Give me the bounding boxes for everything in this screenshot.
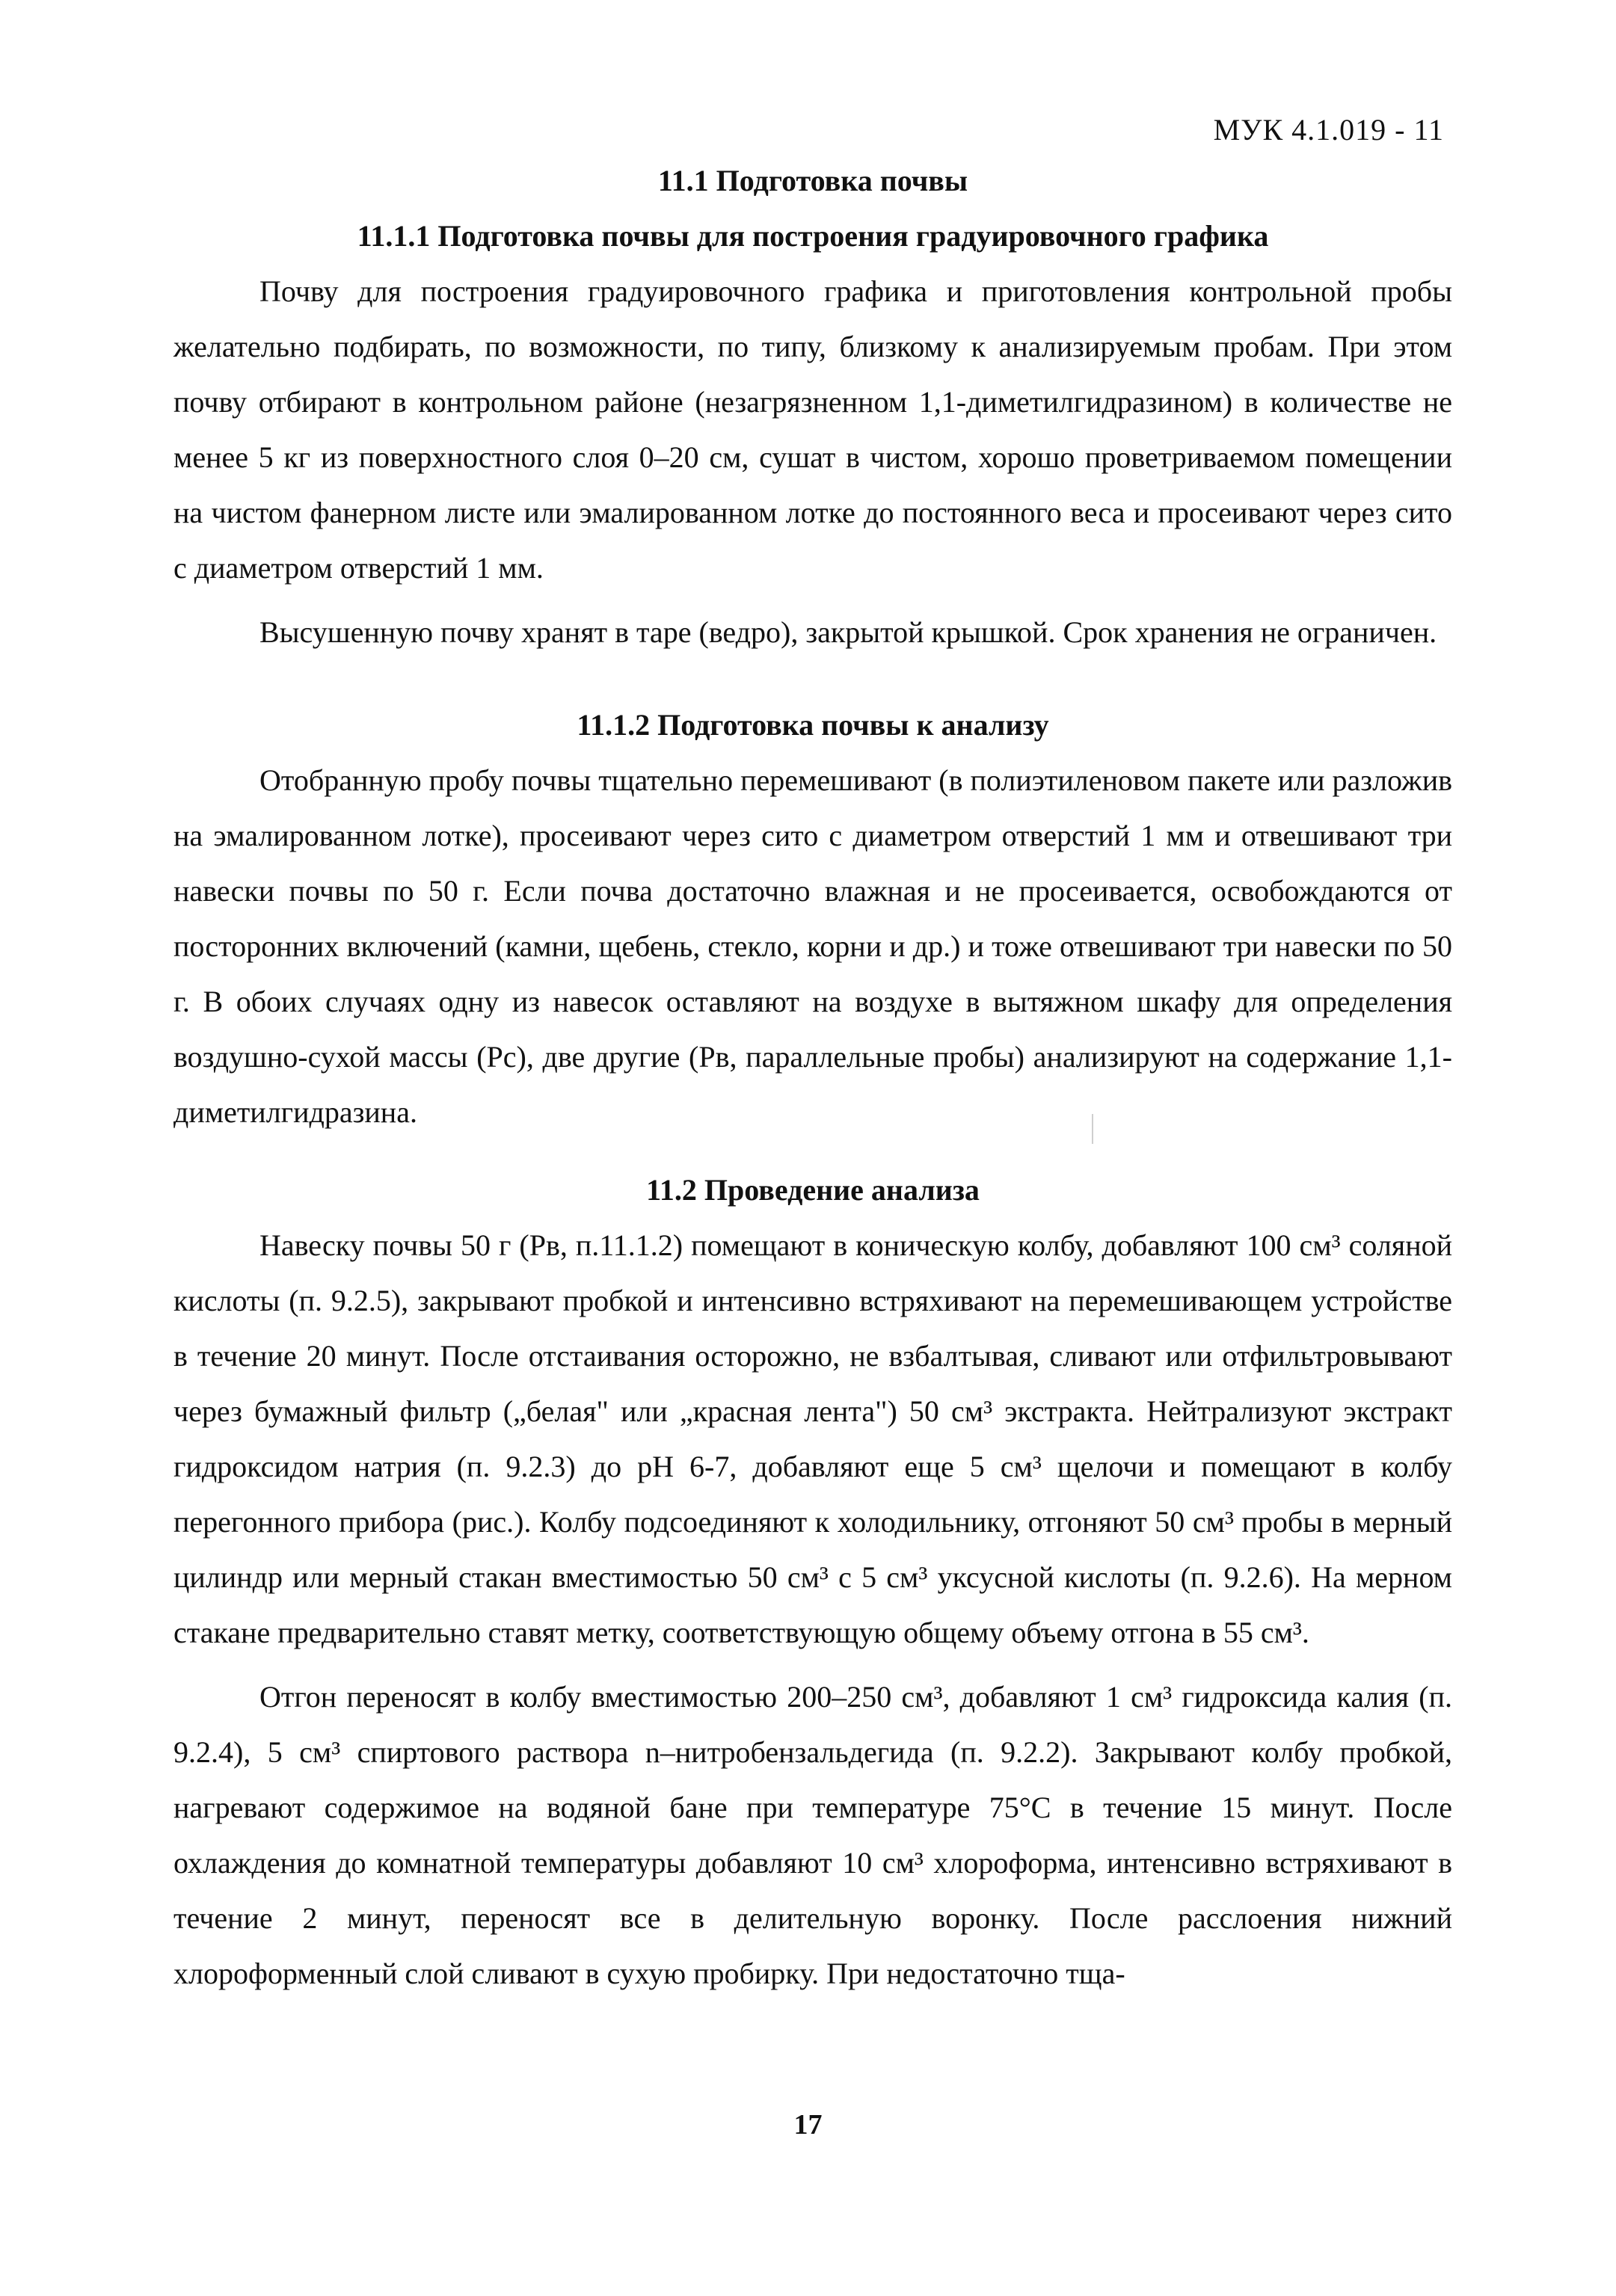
section-11-1-2-title: 11.1.2 Подготовка почвы к анализу [577, 708, 1049, 742]
page-content [173, 153, 1452, 2001]
document-code: МУК 4.1.019 - 11 [1213, 113, 1444, 147]
section-11-1-title: 11.1 Подготовка почвы [657, 164, 968, 197]
section-11-2-paragraph-1: Навеску почвы 50 г (Рв, п.11.1.2) помещают в коническую колбу, добавляют 100 см³ соляной кислоты (п. 9.2.5), закрывают пробкой и интенсивно встряхивают на перемешивающем устройстве в течение 20 минут. После отстаивания осторожно, не взбалтывая, сливают или отфильтровывают через бумажный фильтр („белая" или „красная лента") 50 см³ экстракта. Нейтрализуют экстракт гидроксидом натрия (п. 9.2.3) до pH 6-7, добавляют еще 5 см³ щелочи и помещают в колбу перегонного прибора (рис.). Колбу подсоединяют к холодильнику, отгоняют 50 см³ пробы в мерный цилиндр или мерный стакан вместимостью 50 см³ с 5 см³ уксусной кислоты (п. 9.2.6). На мерном стакане предварительно ставят метку, соответствующую общему объему отгона в 55 см³. [173, 1228, 1452, 1649]
section-11-1-1-title: 11.1.1 Подготовка почвы для построения градуировочного графика [357, 219, 1269, 253]
scan-margin-mark [1092, 1114, 1093, 1144]
section-11-1-1-paragraph-2: Высушенную почву хранят в таре (ведро), закрытой крышкой. Срок хранения не ограничен. [259, 615, 1437, 649]
section-11-1-1-paragraph-1: Почву для построения градуировочного графика и приготовления контрольной пробы желательно подбирать, по возможности, по типу, близкому к анализируемым пробам. При этом почву отбирают в контрольном районе (незагрязненном 1,1-диметилгидразином) в количестве не менее 5 кг из поверхностного слоя 0–20 см, сушат в чистом, хорошо проветриваемом помещении на чистом фанерном листе или эмалированном лотке до постоянного веса и просеивают через сито с диаметром отверстий 1 мм. [173, 274, 1452, 585]
section-11-2-paragraph-2: Отгон переносят в колбу вместимостью 200–250 см³, добавляют 1 см³ гидроксида калия (п. 9.2.4), 5 см³ спиртового раствора n–нитробензальдегида (п. 9.2.2). Закрывают колбу пробкой, нагревают содержимое на водяной бане при температуре 75°С в течение 15 минут. После охлаждения до комнатной температуры добавляют 10 см³ хлороформа, интенсивно встряхивают в течение 2 минут, переносят все в делительную воронку. После расслоения нижний хлороформенный слой сливают в сухую пробирку. При недостаточно тща- [173, 1680, 1452, 1990]
section-11-1-2-paragraph-1: Отобранную пробу почвы тщательно перемешивают (в полиэтиленовом пакете или разложив на эмалированном лотке), просеивают через сито с диаметром отверстий 1 мм и отвешивают три навески почвы по 50 г. Если почва достаточно влажная и не просеивается, освобождаются от посторонних включений (камни, щебень, стекло, корни и др.) и тоже отвешивают три навески по 50 г. В обоих случаях одну из навесок оставляют на воздухе в вытяжном шкафу для определения воздушно-сухой массы (Рс), две другие (Рв, параллельные пробы) анализируют на содержание 1,1-диметилгидразина. [173, 763, 1452, 1129]
section-11-2-title: 11.2 Проведение анализа [646, 1173, 980, 1207]
page-number: 17 [793, 2109, 823, 2140]
